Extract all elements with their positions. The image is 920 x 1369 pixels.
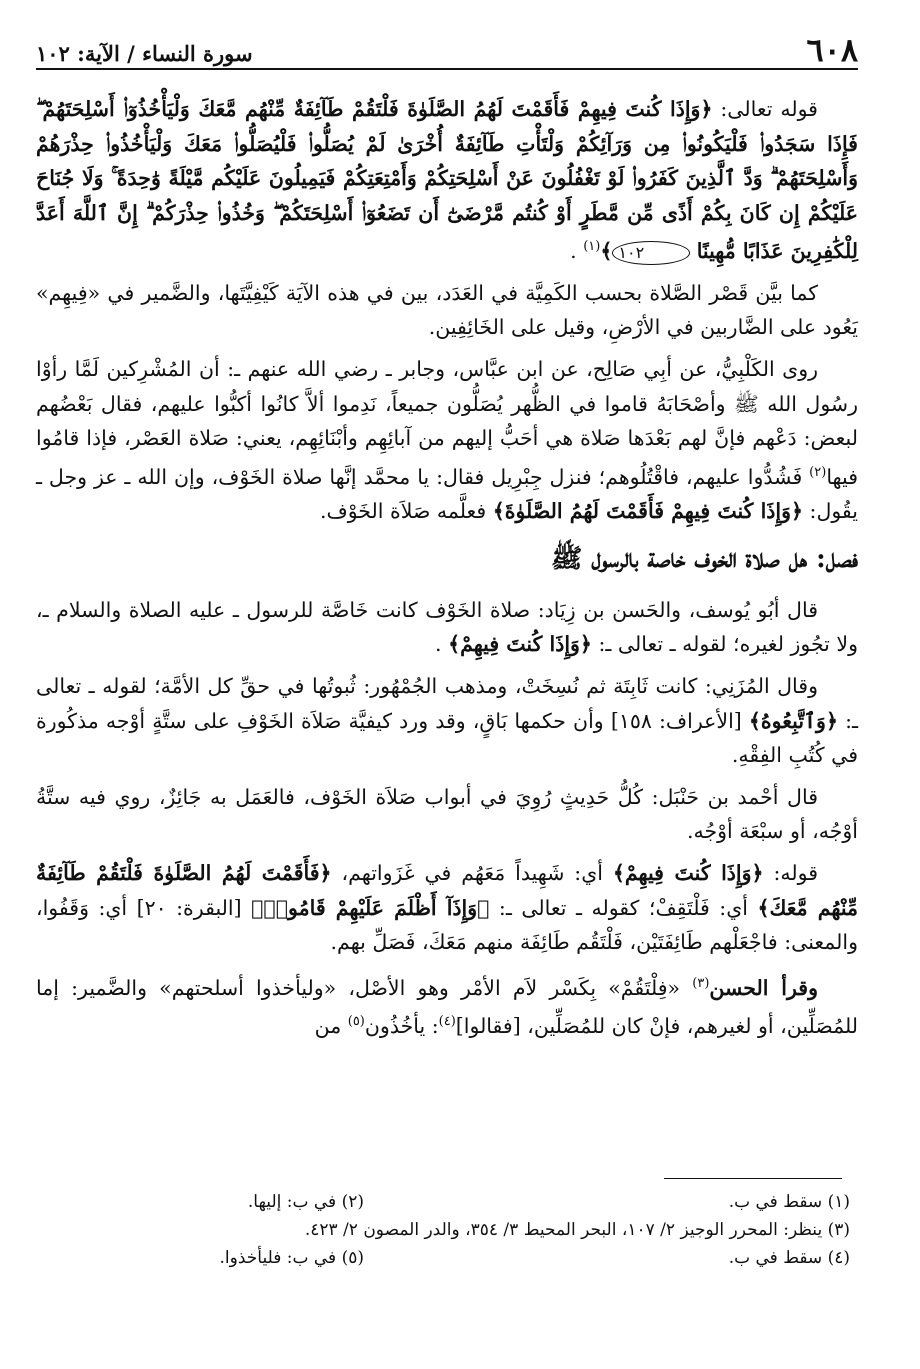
- quran-verse: ﴿وَإِذَا كُنتَ فِيهِمْ فَأَقَمْتَ لَهُمُ الصَّلَوٰةَ﴾: [492, 499, 804, 524]
- ayah-number-mark: ١٠٢: [612, 241, 690, 265]
- text-run: أي: فَلْتَقِفْ؛ كقوله ـ تعالى ـ:: [489, 895, 758, 920]
- verse-intro: قوله تعالى:: [712, 97, 818, 121]
- text-run: [البقرة: ٢٠] أي: وَقَفُوا، والمعنى: فاجْعَلْهم طَائِفَتَيْن، فَلْتَقُم طَائِفَة منهم مَعَكَ، فَصَلِّ بهم.: [36, 895, 858, 955]
- footnote-ref: (٢): [809, 464, 827, 480]
- text-run: من: [314, 1013, 348, 1038]
- verse-end: .: [570, 239, 584, 264]
- footnote-row: [40, 1188, 850, 1216]
- footnote-1: (١) سقط في ب.: [728, 1192, 850, 1212]
- paragraph: [36, 669, 858, 773]
- header-rule: [36, 68, 858, 70]
- text-run: وقرأ الحسن: [709, 975, 818, 1000]
- paragraph: [36, 967, 858, 1044]
- body-text: [36, 92, 858, 1051]
- paragraph: [36, 856, 858, 960]
- running-head: سورة النساء / الآية: ١٠٢: [36, 41, 253, 66]
- text-run: فعلَّمه صَلاَة الخَوْف.: [319, 499, 493, 524]
- quran-verse: ﴿فَأَقَمْتَ لَهُمُ الصَّلَوٰةَ فَلْتَقُمْ طَآئِفَةٌ مِّنْهُم مَّعَكَ﴾: [36, 860, 858, 920]
- footnote-5: (٥) في ب: فليأخذوا.: [219, 1248, 364, 1268]
- text-run: وقال المُزَنِي: كانت ثَابِتَة ثم نُسِخَتْ، ومذهب الجُمْهُور: ثُبوتُها في حقِّ كل الأمَّة؛ لقوله ـ تعالى ـ:: [36, 673, 858, 733]
- quran-verse: ﴿وَإِذَا كُنتَ فِيهِمْ﴾: [612, 860, 764, 885]
- footnotes: [40, 1188, 850, 1272]
- page-number: ٦٠٨: [806, 31, 858, 69]
- paragraph: [36, 593, 858, 662]
- footnote-ref: (٥): [347, 1014, 365, 1030]
- text-run: [الأعراف: ١٥٨] وأن حكمها بَاقٍ، وقد ورد كيفيَّة صَلاَة الخَوْفِ على ستَّةٍ أوْجه مذكُورة في كُتُبِ الفِقْهِ.: [36, 708, 858, 768]
- text-run: .: [435, 632, 449, 657]
- paragraph-narration: [36, 352, 858, 529]
- section-heading: فصل: هل صلاة الخوف خاصة بالرسول ﷺ: [550, 543, 858, 574]
- text-run: أي: شَهِيداً مَعَهُم في غَزَواتهم،: [331, 860, 613, 885]
- footnote-rule: [664, 1178, 842, 1179]
- text-run: روى الكَلْبِيُّ، عن أبِي صَالِح، عن ابن عبَّاس، وجابر ـ رضي الله عنهم ـ: أن المُشْرِكين لَمَّا رأوْا رسُول الله ﷺ وأصْحَابَهُ قاموا في الظُّهر يُصَلُّون جميعاً، نَدِموا ألاَّ كانُوا أكبُّوا عليهم، فقال بَعْضُهم لبعض: دَعْهم فإنَّ لهم بَعْدَها صَلاة هي أحَبُّ إليهم من آبائِهِم وأبْنَائِهِم، يعني: صَلاة العَصْر، فإذا قامُوا فيها: [36, 356, 858, 489]
- quran-verse: ﴿وَإِذَا كُنتَ فِيهِمْ﴾: [448, 632, 592, 657]
- footnote-row: [40, 1244, 850, 1272]
- quran-close: ﴾: [600, 239, 613, 264]
- text-run: قال أبُو يُوسف، والحَسن بن زِيَاد: صلاة الخَوْف كانت خَاصَّة للرسول ـ عليه الصلاة والسلام ـ، ولا تجُوز لغيره؛ لقوله ـ تعالى ـ:: [36, 597, 858, 657]
- text-run: فَشُدُّوا عليهم، فاقْتُلُوهم؛ فنزل جِبْرِيل فقال: يا محمَّد إنَّها صلاة الخَوْف، وإن الله ـ عز وجل ـ يقُول:: [36, 464, 858, 524]
- text-run: «فِلْتَقُمْ» بِكَسْر لاَم الأمْر وهو الأصْل، «وليأخذوا أسلحتهم» والضَّمير: إما للمُصَلِّين، أو لغيرهم، فإنْ كان للمُصَلِّين، [فقالوا]: [36, 975, 858, 1038]
- page-header: [36, 26, 858, 69]
- footnote-row: [40, 1216, 850, 1244]
- footnote-3: (٣) ينظر: المحرر الوجيز ٢/ ١٠٧، البحر المحيط ٣/ ٣٥٤، والدر المصون ٢/ ٤٢٣.: [304, 1220, 850, 1240]
- quran-verse: ﴿وَإِذَا كُنتَ فِيهِمْ فَأَقَمْتَ لَهُمُ الصَّلَوٰةَ فَلْتَقُمْ طَآئِفَةٌ مِّنْهُم مَّعَكَ وَلْيَأْخُذُوٓا۟ أَسْلِحَتَهُمْ ۖ فَإِذَا سَجَدُوا۟ فَلْيَكُونُوا۟ مِن وَرَآئِكُمْ وَلْتَأْتِ طَآئِفَةٌ أُخْرَىٰ لَمْ يُصَلُّوا۟ فَلْيُصَلُّوا۟ مَعَكَ وَلْيَأْخُذُوا۟ حِذْرَهُمْ وَأَسْلِحَتَهُمْ ۗ وَدَّ ٱلَّذِينَ كَفَرُوا۟ لَوْ تَغْفُلُونَ عَنْ أَسْلِحَتِكُمْ وَأَمْتِعَتِكُمْ فَيَمِيلُونَ عَلَيْكُم مَّيْلَةً وَٰحِدَةً ۚ وَلَا جُنَاحَ عَلَيْكُمْ إِن كَانَ بِكُمْ أَذًى مِّن مَّطَرٍ أَوْ كُنتُم مَّرْضَىٰٓ أَن تَضَعُوٓا۟ أَسْلِحَتَكُمْ ۖ وَخُذُوا۟ حِذْرَكُمْ ۗ إِنَّ ٱللَّهَ أَعَدَّ لِلْكَٰفِرِينَ عَذَابًا مُّهِينًا: [36, 97, 858, 264]
- quran-verse: ﴿وَإِذَآ أَظْلَمَ عَلَيْهِمْ قَامُوا۟﴾: [251, 895, 490, 920]
- footnote-ref: (١): [583, 239, 601, 255]
- text-run: : يأخُذُون: [364, 1013, 439, 1038]
- footnote-ref: (٤): [438, 1014, 456, 1030]
- paragraph: كما بيَّن قَصْر الصَّلاة بحسب الكَمِيَّة في العَدَد، بين في هذه الآيَة كَيْفِيَّتَها، والضَّمير في «فِيهِم» يَعُود على الضَّاربين في الأرْضِ، وقيل على الخَائِفِين.: [36, 280, 858, 340]
- paragraph-verse: [36, 92, 858, 269]
- footnote-2: (٢) في ب: إليها.: [247, 1192, 364, 1212]
- quran-verse: ﴿وَٱتَّبِعُوهُ﴾: [748, 708, 838, 733]
- footnote-4: (٤) سقط في ب.: [728, 1248, 850, 1268]
- footnote-ref: (٣): [692, 975, 710, 991]
- paragraph: قال أحْمد بن حَنْبَل: كُلُّ حَدِيثٍ رُوِيَ في أبواب صَلاَة الخَوْف، فالعَمَل به جَائِزٌ، روي فيه ستَّةُ أوْجُه، أو سبْعَة أوْجُه.: [36, 784, 858, 844]
- text-run: قوله:: [763, 860, 818, 885]
